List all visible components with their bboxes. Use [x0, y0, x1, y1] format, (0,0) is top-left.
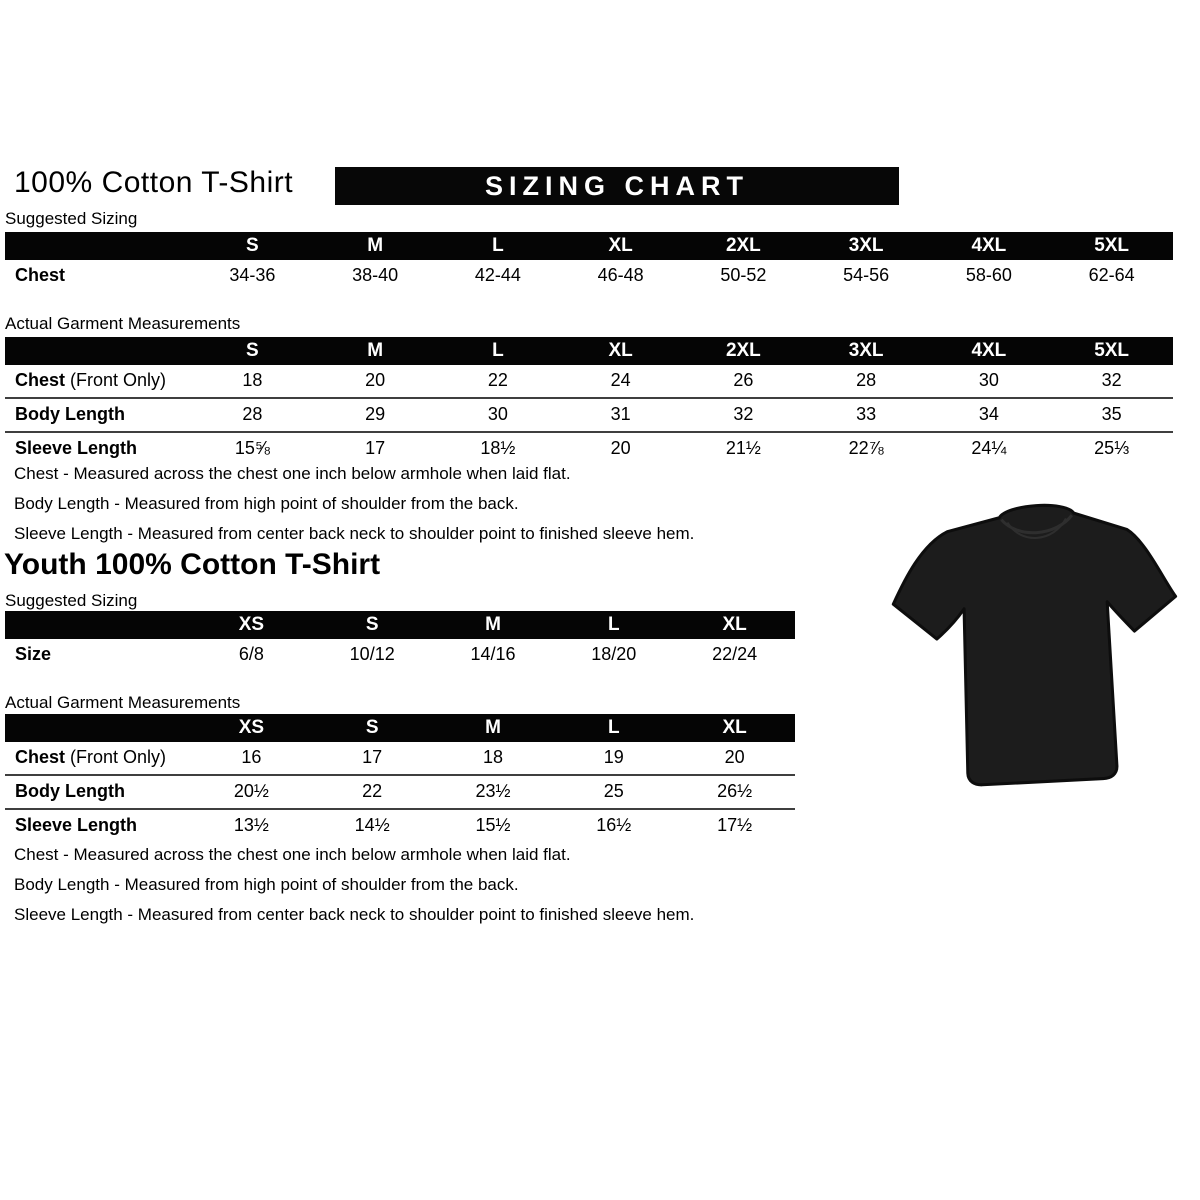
row-label: Chest (Front Only) — [5, 742, 191, 775]
measurement-cell: 23½ — [433, 775, 554, 809]
size-column-header: 5XL — [1050, 337, 1173, 365]
measurement-cell: 42-44 — [437, 260, 560, 292]
adult-section-title: 100% Cotton T-Shirt — [14, 166, 294, 199]
sizing-chart-banner: SIZING CHART — [335, 167, 899, 205]
measurement-cell: 20 — [559, 432, 682, 465]
size-header-row — [5, 337, 1173, 365]
size-column-header: S — [191, 232, 314, 260]
measurement-cell: 58-60 — [928, 260, 1051, 292]
measurement-cell: 28 — [191, 398, 314, 432]
note-chest: Chest - Measured across the chest one inch below armhole when laid flat. — [14, 845, 571, 864]
measurement-row — [5, 365, 1173, 398]
measurement-cell: 32 — [682, 398, 805, 432]
size-column-header: XL — [559, 232, 682, 260]
measurement-cell: 6/8 — [191, 639, 312, 671]
youth-actual-measurements-label: Actual Garment Measurements — [5, 693, 241, 712]
row-label: Body Length — [5, 398, 191, 432]
measurement-row — [5, 639, 795, 671]
measurement-cell: 14/16 — [433, 639, 554, 671]
measurement-cell: 29 — [314, 398, 437, 432]
measurement-cell: 16 — [191, 742, 312, 775]
size-header-row — [5, 714, 795, 742]
measurement-cell: 32 — [1050, 365, 1173, 398]
measurement-cell: 17½ — [674, 809, 795, 842]
size-column-header: S — [312, 714, 433, 742]
row-label: Chest (Front Only) — [5, 365, 191, 398]
size-column-header: XS — [191, 611, 312, 639]
row-label: Size — [5, 639, 191, 671]
note-sleeve-length: Sleeve Length - Measured from center back neck to shoulder point to finished sleeve hem. — [14, 905, 695, 924]
size-column-header: S — [191, 337, 314, 365]
measurement-cell: 54-56 — [805, 260, 928, 292]
row-label: Body Length — [5, 775, 191, 809]
size-column-header: M — [314, 337, 437, 365]
measurement-cell: 17 — [314, 432, 437, 465]
corner-cell — [5, 337, 191, 365]
size-column-header: XL — [674, 714, 795, 742]
measurement-row — [5, 398, 1173, 432]
size-column-header: 5XL — [1050, 232, 1173, 260]
measurement-cell: 26 — [682, 365, 805, 398]
note-chest: Chest - Measured across the chest one inch below armhole when laid flat. — [14, 464, 571, 483]
measurement-cell: 33 — [805, 398, 928, 432]
row-label: Sleeve Length — [5, 432, 191, 465]
adult-actual-measurements-label: Actual Garment Measurements — [5, 314, 241, 333]
measurement-cell: 15½ — [433, 809, 554, 842]
measurement-cell: 46-48 — [559, 260, 682, 292]
measurement-cell: 22/24 — [674, 639, 795, 671]
measurement-cell: 20½ — [191, 775, 312, 809]
measurement-cell: 18 — [433, 742, 554, 775]
measurement-cell: 38-40 — [314, 260, 437, 292]
measurement-row — [5, 260, 1173, 292]
measurement-cell: 15⅝ — [191, 432, 314, 465]
youth-section-title: Youth 100% Cotton T-Shirt — [4, 548, 381, 581]
tshirt-product-image — [878, 465, 1200, 824]
measurement-cell: 50-52 — [682, 260, 805, 292]
size-column-header: L — [553, 611, 674, 639]
measurement-cell: 22 — [437, 365, 560, 398]
measurement-cell: 22 — [312, 775, 433, 809]
measurement-cell: 18½ — [437, 432, 560, 465]
black-tshirt-icon — [878, 465, 1200, 824]
measurement-cell: 13½ — [191, 809, 312, 842]
measurement-cell: 20 — [674, 742, 795, 775]
adult-suggested-sizing-table — [5, 232, 1173, 292]
size-column-header: L — [553, 714, 674, 742]
measurement-cell: 26½ — [674, 775, 795, 809]
measurement-row — [5, 775, 795, 809]
measurement-cell: 30 — [437, 398, 560, 432]
size-header-row — [5, 611, 795, 639]
corner-cell — [5, 714, 191, 742]
size-column-header: XS — [191, 714, 312, 742]
measurement-cell: 16½ — [553, 809, 674, 842]
size-column-header: XL — [559, 337, 682, 365]
measurement-cell: 35 — [1050, 398, 1173, 432]
measurement-cell: 14½ — [312, 809, 433, 842]
size-column-header: XL — [674, 611, 795, 639]
measurement-cell: 34 — [928, 398, 1051, 432]
youth-suggested-sizing-table — [5, 611, 795, 671]
adult-measurement-notes — [14, 459, 694, 549]
adult-suggested-sizing-label: Suggested Sizing — [5, 209, 138, 228]
size-column-header: L — [437, 337, 560, 365]
measurement-cell: 24¼ — [928, 432, 1051, 465]
measurement-cell: 18/20 — [553, 639, 674, 671]
corner-cell — [5, 611, 191, 639]
size-column-header: 4XL — [928, 232, 1051, 260]
measurement-cell: 28 — [805, 365, 928, 398]
size-column-header: M — [433, 714, 554, 742]
size-header-row — [5, 232, 1173, 260]
size-column-header: L — [437, 232, 560, 260]
youth-measurement-notes — [14, 840, 694, 930]
size-column-header: S — [312, 611, 433, 639]
measurement-cell: 62-64 — [1050, 260, 1173, 292]
note-body-length: Body Length - Measured from high point of shoulder from the back. — [14, 494, 519, 513]
measurement-cell: 25⅓ — [1050, 432, 1173, 465]
measurement-cell: 21½ — [682, 432, 805, 465]
size-column-header: 2XL — [682, 232, 805, 260]
measurement-cell: 30 — [928, 365, 1051, 398]
size-column-header: 4XL — [928, 337, 1051, 365]
size-column-header: 3XL — [805, 337, 928, 365]
measurement-cell: 18 — [191, 365, 314, 398]
note-sleeve-length: Sleeve Length - Measured from center back neck to shoulder point to finished sleeve hem. — [14, 524, 695, 543]
row-label: Sleeve Length — [5, 809, 191, 842]
corner-cell — [5, 232, 191, 260]
measurement-cell: 19 — [553, 742, 674, 775]
row-label: Chest — [5, 260, 191, 292]
measurement-cell: 10/12 — [312, 639, 433, 671]
measurement-cell: 22⅞ — [805, 432, 928, 465]
measurement-cell: 34-36 — [191, 260, 314, 292]
size-column-header: M — [314, 232, 437, 260]
youth-actual-measurements-table — [5, 714, 795, 842]
measurement-cell: 31 — [559, 398, 682, 432]
measurement-cell: 25 — [553, 775, 674, 809]
youth-suggested-sizing-label: Suggested Sizing — [5, 591, 138, 610]
size-column-header: 2XL — [682, 337, 805, 365]
measurement-row — [5, 742, 795, 775]
measurement-cell: 20 — [314, 365, 437, 398]
measurement-cell: 24 — [559, 365, 682, 398]
tshirt-body — [890, 501, 1182, 788]
note-body-length: Body Length - Measured from high point of shoulder from the back. — [14, 875, 519, 894]
adult-actual-measurements-table — [5, 337, 1173, 465]
size-column-header: M — [433, 611, 554, 639]
size-column-header: 3XL — [805, 232, 928, 260]
measurement-row — [5, 809, 795, 842]
measurement-cell: 17 — [312, 742, 433, 775]
